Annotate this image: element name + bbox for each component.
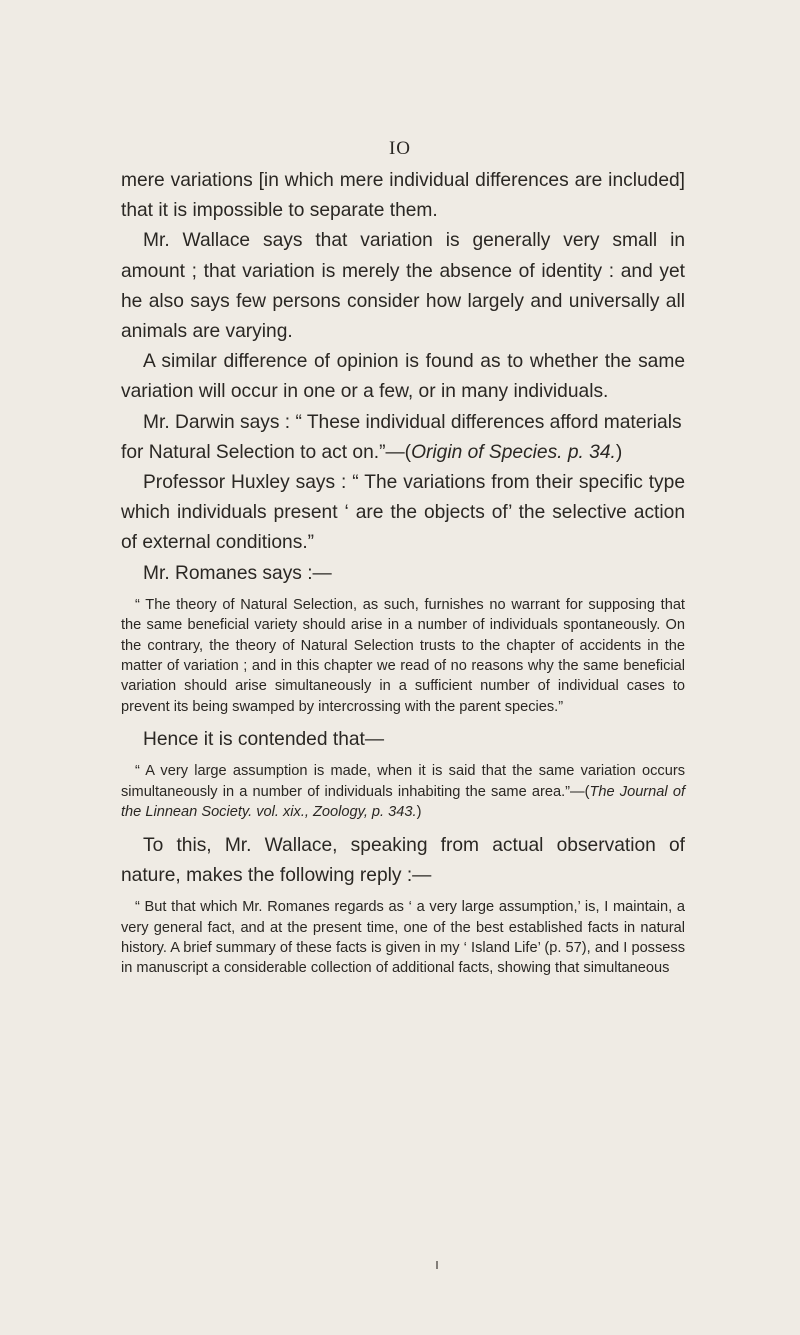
paragraph-huxley-quote: Professor Huxley says : “ The variations from their specific type which individuals present ‘ are the objects of’ the selective action of external conditions.” — [121, 472, 685, 554]
linnean-citation-close: ) — [416, 804, 422, 821]
darwin-citation-close: ) — [615, 441, 623, 463]
block-quote-romanes: “ The theory of Natural Selection, as such, furnishes no warrant for supposing that the same beneficial variety should arise in a number of individuals spontaneously. On the contrary, the theory of Natural Selection trusts to the chapter of accidents in the matter of variation ; and in this chapter we read of no reasons why the same beneficial variation should arise simultaneously in a sufficient number of individual cases to prevent its being swamped by intercrossing with the parent species.” — [121, 596, 685, 715]
paragraph-darwin-quote — [121, 408, 685, 468]
print-speck — [436, 1261, 438, 1269]
paragraph-wallace-variation: Mr. Wallace says that variation is generally very small in amount ; that variation is merely the absence of identity : and yet he also says few persons consider how largely and universally all animals are varying. — [121, 230, 685, 343]
darwin-citation: Origin of Species. p. 34. — [411, 441, 616, 463]
paragraph-wallace-reply: To this, Mr. Wallace, speaking from actual observation of nature, makes the following reply :— — [121, 834, 685, 886]
paragraph-romanes-intro: Mr. Romanes says :— — [143, 562, 332, 584]
page-number: IO — [388, 138, 412, 159]
paragraph-contended: Hence it is contended that— — [143, 729, 385, 751]
assumption-quote-text: “ A very large assumption is made, when it is said that the same variation occurs simultaneously in a number of individuals inhabiting the same area.”—( — [121, 763, 685, 800]
darwin-quote-text: Mr. Darwin says : “ These individual differences afford materials for Natural Selection to act on.”—( — [121, 411, 682, 463]
page-body — [121, 166, 685, 979]
paragraph-opinion-difference: A similar difference of opinion is found as to whether the same variation will occur in one or a few, or in many individuals. — [121, 351, 685, 403]
linnean-citation: The Journal of the Linnean Society. vol. xix., Zoology, p. 343. — [121, 783, 685, 821]
block-quote-wallace: “ But that which Mr. Romanes regards as ‘ a very large assumption,’ is, I maintain, a very general fact, and at the present time, one of the best established facts in natural history. A brief summary of these facts is given in my ‘ Island Life’ (p. 57), and I possess in manuscript a considerable collection of additional facts, showing that simultaneous — [121, 899, 685, 977]
block-quote-assumption — [121, 761, 685, 822]
paragraph-continuation: mere variations [in which mere individual differences are included] that it is impossible to separate them. — [121, 170, 685, 222]
